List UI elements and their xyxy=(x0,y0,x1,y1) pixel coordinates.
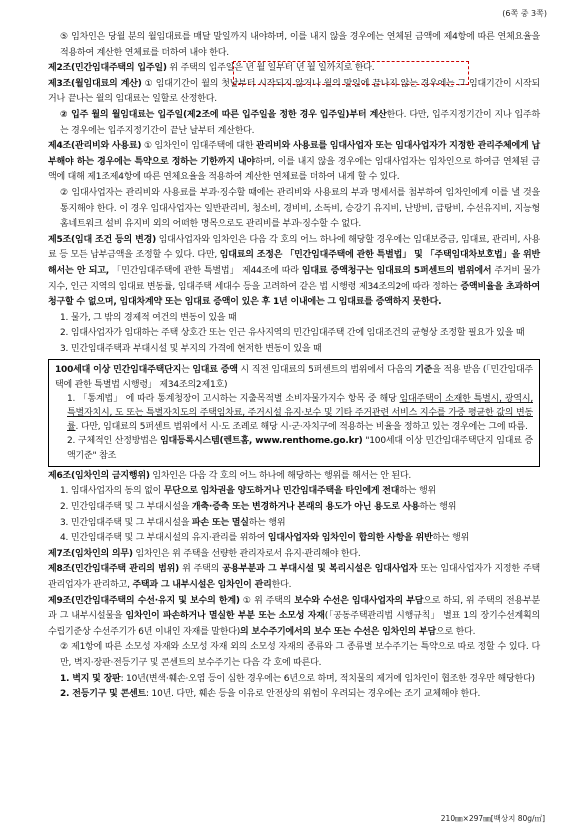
a8-e: 한다. xyxy=(271,580,292,591)
a9-g: 으로 한다. xyxy=(436,626,476,637)
a9-i1b: : 10년(변색·훼손·오염 등이 심한 경우에는 6년으로 하며, 적치물의 제거에 임차인이 협조한 경우만 해당한다) xyxy=(120,673,535,684)
article6-text: 임차인은 다음 각 호의 어느 하나에 해당하는 행위를 해서는 안 된다. xyxy=(149,470,412,481)
article4-clause1-a: ① 임차인이 임대주택에 대한 xyxy=(141,141,257,152)
article8-title: 제8조(민간임대주택 관리의 범위) xyxy=(48,564,179,575)
a6-1a: 1. 임대사업자의 동의 없이 xyxy=(60,486,164,497)
a6-1c: 하는 행위 xyxy=(399,486,436,497)
contract-body xyxy=(48,30,540,703)
a6-3a: 3. 민간임대주택 및 그 부대시설을 xyxy=(60,517,192,528)
box-1a: 1. 「통계법」 에 따라 통계청장이 고시하는 지출목적별 소비자물가지수 항목 중 해당 xyxy=(67,393,400,404)
article4-clause2: ② 임대사업자는 관리비와 사용료를 부과·징수할 때에는 관리비와 사용료의 부과 명세서를 첨부하여 임차인에게 이를 낼 것을 통지해야 한다. 이 경우 임대사업자는 일반관리비, 청소비, 경비비, 소독비, 승강기 유지비, 난방비, 급탕비, 수선유지비, 지능형 홈네트워크 설비 유지비 외의 어떠한 명목으로도 관리비를 부과·징수할 수 없다. xyxy=(60,187,540,230)
box-b: 는 xyxy=(181,365,193,376)
article6-item-4 xyxy=(48,531,540,547)
article6-title: 제6조(임차인의 금지행위) xyxy=(48,470,150,481)
box-c: 임대료 증액 xyxy=(192,365,238,376)
article3-clause2 xyxy=(48,108,540,139)
box-2a: 2. 구체적인 산정방법은 xyxy=(67,436,161,447)
article3-clause2-bold: ② 입주 월의 월임대료는 입주일(제2조에 따른 입주일을 정한 경우 입주일)부터 계산 xyxy=(60,109,387,120)
article1-clause5: ⑤ 임차인은 당월 분의 월임대료를 매달 말일까지 내야하며, 이를 내지 않을 경우에는 연체된 금액에 제4항에 따른 연체요율을 적용하여 계산한 연체료를 더하여 내야 한다. xyxy=(60,32,540,58)
article5 xyxy=(48,233,540,311)
article3-title: 제3조(월임대료의 계산) xyxy=(48,78,142,89)
article9-item-1 xyxy=(48,672,540,688)
article7-title: 제7조(임차인의 의무) xyxy=(48,548,133,559)
box-item-1 xyxy=(55,392,533,435)
article9-title: 제9조(민간임대주택의 수선·유지 및 보수의 한계) xyxy=(48,595,240,606)
article5-d: 임대료 증액청구는 임대료의 5퍼센트의 범위에서 xyxy=(301,265,492,276)
a9-a: ① 위 주택의 xyxy=(239,595,295,606)
article7 xyxy=(48,547,540,563)
article7-text: 임차인은 위 주택을 선량한 관리자로서 유지·관리해야 한다. xyxy=(132,548,361,559)
article5-item-2: 2. 임대사업자가 임대하는 주택 상호간 또는 인근 유사지역의 민간임대주택 간에 임대조건의 균형상 조정할 필요가 있을 때 xyxy=(60,328,525,339)
article6-item-2 xyxy=(48,500,540,516)
article3-clause1-text: ① 임대기간이 월의 첫날부터 시작되지 않거나 월의 말일에 끝나지 않는 경우에는 그 임대기간이 시작되거나 끝나는 월의 임대료는 일할로 산정한다. xyxy=(48,78,540,105)
a6-3c: 하는 행위 xyxy=(248,517,286,528)
article6 xyxy=(48,469,540,485)
article9-clause1 xyxy=(48,594,540,641)
a6-1b: 무단으로 임차권을 양도하거나 민간임대주택을 타인에게 전대 xyxy=(163,486,400,497)
a9-e: (「공동주택관리법 시행규칙」 별표 1의 장기수선계획의 수립기준상 수선주기가 6년 이내인 자재를 말한다) xyxy=(48,611,540,637)
box-2c: "100세대 이상 민간임대주택단지 임대료 증액기준" 참조 xyxy=(67,436,533,461)
box-f: 을 적용 받음 (「민간임대주택에 관한 특별법 시행령」 제34조의2제1호) xyxy=(55,365,534,390)
article2-title: 제2조(민간임대주택의 입주일) xyxy=(48,63,167,74)
page-number: (6쪽 중 3쪽) xyxy=(502,9,547,18)
a6-2c: 하는 행위 xyxy=(419,502,457,513)
article9-item-2 xyxy=(48,687,540,703)
article5-item-1: 1. 물가, 그 밖의 경제적 여건의 변동이 있을 때 xyxy=(60,312,237,323)
box-d: 시 직전 임대료의 5퍼센트의 범위에서 다음의 xyxy=(237,365,416,376)
a6-4b: 임대사업자와 임차인이 합의한 사항을 위반 xyxy=(267,533,433,544)
article8 xyxy=(48,562,540,593)
box-a: 100세대 이상 민간임대주택단지 xyxy=(55,365,182,376)
article2-text: 위 주택의 입주일은 년 월 일부터 년 월 일까지로 한다. xyxy=(166,63,375,74)
a9-d: 임차인이 파손하거나 멸실한 부분 또는 소모성 자재 xyxy=(125,611,325,622)
article4-clause1-bold: 관리비와 사용료를 임대사업자 또는 임대사업자가 지정한 관리주체에게 납부해야 하는 경우에는 특약으로 정하는 기한까지 내야 xyxy=(48,141,540,167)
a6-4c: 하는 행위 xyxy=(432,533,470,544)
a9-b: 보수와 수선은 임대사업자의 부담 xyxy=(294,595,424,606)
box-intro xyxy=(55,363,533,391)
article3-clause2-text: 한다. 다만, 입주지정기간이 지나 입주하는 경우에는 입주지정기간이 끝난 날부터 계산한다. xyxy=(60,109,541,136)
article4-clause1-c: 하며, 이를 내지 않을 경우에는 임대사업자는 임차인으로 하여금 연체된 금액에 대해 제1조제4항에 따른 연체요율을 적용하여 계산한 연체료를 더하여 내게 할 수 있다. xyxy=(48,156,540,183)
article2 xyxy=(48,61,540,77)
a8-c: 또는 임대사업자가 지정한 주택관리업자가 관리하고, xyxy=(48,564,540,591)
article5-item-3: 3. 민간임대주택과 부대시설 및 부지의 가격에 현저한 변동이 있을 때 xyxy=(60,343,322,354)
box-item-2 xyxy=(55,434,533,462)
a6-3b: 파손 또는 멸실 xyxy=(191,517,249,528)
rent-increase-notice-box xyxy=(48,359,540,466)
article9-clause2: ② 제1항에 따른 소모성 자재와 소모성 자재 외의 소모성 자재의 종류와 그 종류별 보수주기는 특약으로 따로 정할 수 있다. 다만, 벽지·장판·전등기구 및 콘센트의 보수주기는 다음 각 호에 따른다. xyxy=(60,642,540,669)
a9-i1a: 1. 벽지 및 장판 xyxy=(60,673,121,684)
article3-clause1 xyxy=(48,77,540,108)
renthome-link: 임대등록시스템(렌트홈, www.renthome.go.kr) xyxy=(160,436,363,447)
article5-e: 주거비 물가지수, 인근 지역의 임대료 변동률, 임대주택 세대수 등을 고려하여 같은 법 시행령 제34조의2에 따라 정하는 xyxy=(48,265,540,292)
a9-i2a: 2. 전등기구 및 콘센트 xyxy=(60,689,147,700)
article6-item-1 xyxy=(48,484,540,500)
a9-c: 으로 하되, 위 주택의 전용부분과 그 내부시설물을 xyxy=(48,595,540,622)
a9-f: 의 보수주기에서의 보수 또는 수선은 임차인의 부담 xyxy=(240,626,437,637)
article5-c: 「민간임대주택에 관한 특별법」 제44조에 따라 xyxy=(108,265,302,276)
a6-2b: 개축·증축 또는 변경하거나 본래의 용도가 아닌 용도로 사용 xyxy=(191,502,420,513)
article5-b: 임대료의 조정은 「민간임대주택에 관한 특별법」 및 「주택임대차보호법」을 위반해서는 안 되고, xyxy=(48,250,540,276)
article4-title: 제4조(관리비와 사용료) xyxy=(48,141,142,152)
box-1c: . 다만, 임대료의 5퍼센트 범위에서 시·도 조례로 해당 시·군·자치구에 적용하는 비율을 정하고 있는 경우에는 그에 따름. xyxy=(75,422,528,433)
a6-4a: 4. 민간임대주택 및 그 부대시설의 유지·관리를 위하여 xyxy=(60,533,268,544)
article4-clause1 xyxy=(48,139,540,186)
paper-spec-footer: 210㎜×297㎜[백상지 80g/㎡] xyxy=(440,814,545,823)
box-1b: 임대주택이 소재한 특별시, 광역시, 특별자치시, 도 또는 특별자치도의 주택임차료, 주거시설 유지·보수 및 기타 주거관련 서비스 지수를 가중 평균한 값의 변동률 xyxy=(67,393,533,433)
box-e: 기준 xyxy=(415,365,433,376)
article5-f: 증액비율을 초과하여 청구할 수 없으며, 임대차계약 또는 임대료 증액이 있은 후 1년 이내에는 그 임대료를 증액하지 못한다. xyxy=(48,281,540,308)
article5-title: 제5조(임대 조건 등의 변경) xyxy=(48,234,157,245)
a8-b: 공용부분과 그 부대시설 및 복리시설은 임대사업자 xyxy=(222,564,418,575)
article6-item-3 xyxy=(48,516,540,532)
a6-2a: 2. 민간임대주택 및 그 부대시설을 xyxy=(60,502,192,513)
a8-a: 위 주택의 xyxy=(179,564,223,575)
a8-d: 주택과 그 내부시설은 임차인이 관리 xyxy=(132,580,272,591)
article5-a: 임대사업자와 임차인은 다음 각 호의 어느 하나에 해당할 경우에는 임대보증금, 임대료, 관리비, 사용료 등 모든 납부금액을 조정할 수 있다. 다만, xyxy=(48,234,540,261)
a9-i2b: : 10년. 다만, 훼손 등을 이유로 안전상의 위험이 우려되는 경우에는 조기 교체해야 한다. xyxy=(146,689,481,700)
